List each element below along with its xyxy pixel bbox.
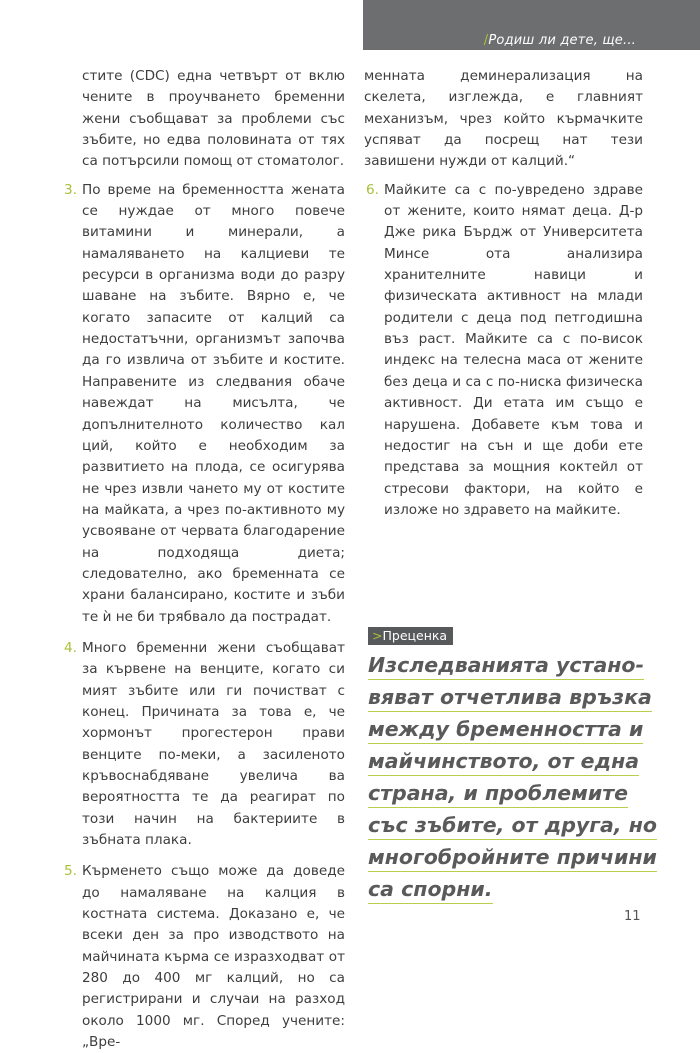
text-line: към това и недостиг на сън и ще доби bbox=[384, 416, 643, 454]
text-line: раст. Майките са с по-висок индекс на bbox=[384, 331, 643, 369]
list-number: 6. bbox=[366, 181, 379, 198]
text-line: ций, който е необходим за развитието bbox=[82, 437, 345, 476]
text-line: чените в проучването бременни жени bbox=[82, 89, 345, 127]
text-line: около 1000 мг. Според учените: „Вре- bbox=[82, 1012, 345, 1051]
text-line: изводството на майчината кърма се bbox=[82, 927, 345, 965]
pull-quote-line: многобройните причини bbox=[368, 844, 657, 872]
list-item-4 bbox=[62, 638, 345, 851]
text-line: стресови фактори, на който е изложе bbox=[384, 480, 643, 518]
pull-quote-line: майчинството, от една bbox=[368, 748, 639, 776]
text-line: система. Доказано е, че всеки ден за про bbox=[82, 906, 345, 944]
pull-quote-line: страна, и проблемите bbox=[368, 780, 628, 808]
pull-quote-line: вяват отчетлива връзка bbox=[368, 684, 652, 712]
list-item-text bbox=[384, 180, 643, 522]
text-line: но здравето на майките. bbox=[442, 501, 621, 518]
list-item-text bbox=[82, 638, 345, 851]
text-line: този начин на бактериите в зъбната bbox=[82, 810, 345, 849]
pull-quote-line: Изследванията устано- bbox=[368, 652, 644, 680]
continued-paragraph bbox=[364, 66, 643, 173]
text-line: засиленото кръвоснабдяване увелича bbox=[82, 746, 345, 784]
text-line: съобщават за проблеми със зъбите, но bbox=[82, 110, 345, 149]
text-line: зъбите или ги почистват с конец. bbox=[82, 682, 345, 720]
text-line: стите (CDC) една четвърт от вклю bbox=[82, 68, 345, 84]
text-line: шаване на зъбите. Вярно е, че когато bbox=[82, 288, 345, 326]
text-line: Много бременни жени съобщават за bbox=[82, 639, 345, 678]
list-item-6 bbox=[364, 180, 643, 522]
text-line: намаляване на калция в костната bbox=[82, 884, 345, 923]
text-line: ва вероятността те да реагират по bbox=[82, 768, 345, 806]
text-line: с по-ниска физическа активност. Ди bbox=[384, 373, 643, 412]
intro-paragraph bbox=[62, 66, 345, 173]
list-item-text bbox=[82, 180, 345, 628]
running-header-text: Родиш ли дете, ще... bbox=[488, 33, 636, 48]
text-line: но са регистрирани и случаи на разход bbox=[82, 970, 345, 1008]
pull-quote bbox=[368, 652, 668, 908]
text-line: рика Бърдж от Университета Минсе bbox=[384, 224, 643, 262]
text-line: чането му от костите на майката, а bbox=[82, 480, 345, 518]
text-line: чрез по-активното му усвояване от bbox=[82, 501, 345, 540]
pull-quote-line: със зъбите, от друга, но bbox=[368, 812, 657, 840]
text-line: на плода, се осигурява не чрез извли bbox=[82, 459, 345, 497]
text-line: По време на бременността жената се bbox=[82, 181, 345, 220]
text-line: червата благодарение на подходяща bbox=[82, 523, 345, 561]
running-header bbox=[484, 33, 636, 48]
text-line: изразходват от 280 до 400 мг калций, bbox=[82, 948, 346, 987]
list-item-text bbox=[82, 861, 345, 1053]
list-item-5 bbox=[62, 861, 345, 1053]
label-arrow: > bbox=[372, 628, 383, 643]
text-line: който кърмачките успяват да посрещ bbox=[364, 110, 643, 149]
sidebar-box-label bbox=[368, 627, 453, 645]
text-line: се храни балансирано, костите и зъби bbox=[82, 565, 345, 604]
text-line: родители с деца под петгодишна въз bbox=[384, 309, 643, 348]
page-number: 11 bbox=[624, 909, 641, 924]
list-number: 3. bbox=[64, 181, 77, 198]
list-number: 4. bbox=[64, 639, 77, 656]
text-line: прогестерон прави венците по-меки, а bbox=[82, 725, 345, 763]
text-line: жените, които нямат деца. Д-р Дже bbox=[384, 203, 643, 241]
text-line: изглежда, е главният механизъм, чрез bbox=[364, 89, 643, 127]
text-line: че допълнителното количество кал bbox=[82, 395, 345, 433]
text-line: менната деминерализация на скелета, bbox=[364, 68, 643, 106]
right-column bbox=[364, 66, 643, 521]
text-line: запасите от калций са недостатъчни, bbox=[82, 309, 345, 348]
text-line: организмът започва да го извлича от bbox=[82, 331, 345, 369]
text-line: диета; следователно, ако бременната bbox=[82, 544, 345, 582]
left-column bbox=[62, 66, 345, 1053]
text-line: те ѝ не би трябвало да пострадат. bbox=[82, 608, 332, 625]
text-line: и физическата активност на млади bbox=[384, 267, 643, 305]
text-line: плака. bbox=[145, 832, 192, 849]
text-line: минерали, а намаляването на калциеви bbox=[82, 224, 346, 262]
text-line: ете представа за мощния коктейл от bbox=[384, 437, 643, 476]
text-line: нат тези завишени нужди от калций.“ bbox=[364, 132, 643, 170]
text-line: следвания обаче навеждат на мисълта, bbox=[82, 373, 345, 412]
text-line: Причината за това е, че хормонът bbox=[82, 703, 345, 742]
text-line: зъбите и костите. Направените из bbox=[82, 352, 346, 390]
text-line: едва половината от тях са потърсили bbox=[82, 132, 345, 170]
text-line: етата им също е нарушена. Добавете bbox=[384, 395, 643, 433]
pull-quote-line: между бременността и bbox=[368, 716, 643, 744]
text-line: ота анализира хранителните навици bbox=[384, 245, 644, 284]
pull-quote-line: са спорни. bbox=[368, 876, 493, 904]
label-text: Преценка bbox=[382, 628, 448, 643]
list-number: 5. bbox=[64, 863, 77, 880]
text-line: Майките са с по-увредено здраве от bbox=[384, 181, 643, 220]
text-line: те ресурси в организма води до разру bbox=[82, 245, 345, 284]
text-line: Кърменето също може да доведе до bbox=[82, 863, 345, 901]
text-line: кървене на венците, когато си мият bbox=[82, 661, 345, 699]
list-item-3 bbox=[62, 180, 345, 628]
header-bar bbox=[363, 0, 700, 50]
text-line: телесна маса от жените без деца и са bbox=[384, 352, 643, 390]
text-line: помощ от стоматолог. bbox=[183, 153, 345, 170]
text-line: нуждае от много повече витамини и bbox=[82, 203, 345, 241]
header-slash: / bbox=[483, 33, 489, 48]
